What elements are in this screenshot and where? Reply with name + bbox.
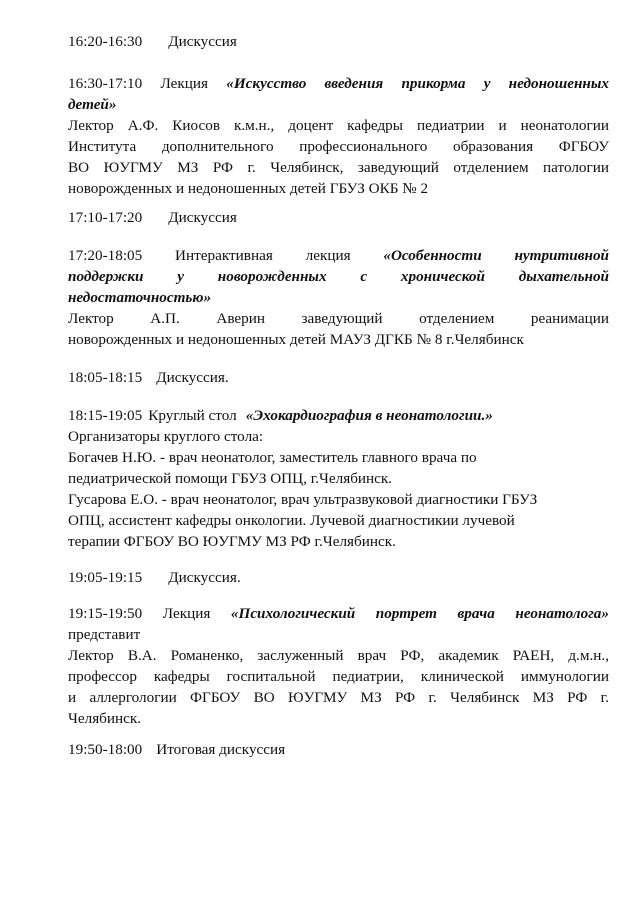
lecture-2-body-line: новорожденных и недоношенных детей МАУЗ ДГКБ № 8 г.Челябинск	[68, 331, 524, 348]
round-table-body-line: Гусарова Е.О. - врач неонатолог, врач ультразвуковой диагностики ГБУЗ	[68, 491, 538, 508]
discussion-1	[68, 31, 237, 53]
round-table-body-line: Богачев Н.Ю. - врач неонатолог, заместитель главного врача по	[68, 449, 477, 466]
lecture-3-body-line: и аллергологии ФГБОУ ВО ЮУГМУ МЗ РФ г. Челябинск МЗ РФ г.	[68, 689, 609, 706]
lecture-1-body-line: новорожденных и недоношенных детей ГБУЗ ОКБ № 2	[68, 180, 429, 197]
lecture-3-body-line: Челябинск.	[68, 710, 142, 727]
lecture-title: «Особенности нутритивной	[383, 247, 609, 264]
lecture-2-body-line: Лектор А.П. Аверин заведующий отделением реанимации	[68, 310, 609, 327]
round-table-body-line: Организаторы круглого стола:	[68, 428, 264, 445]
lecture-2-heading	[68, 245, 609, 267]
round-table-body-line: терапии ФГБОУ ВО ЮУГМУ МЗ РФ г.Челябинск.	[68, 533, 396, 550]
session-kind: Лекция	[160, 75, 209, 92]
lecture-3-body-line: представит	[68, 626, 141, 643]
session-kind: Лекция	[162, 605, 211, 622]
lecture-1-body-line: ВО ЮУГМУ МЗ РФ г. Челябинск, заведующий отделением патологии	[68, 159, 609, 176]
lecture-1-heading	[68, 73, 609, 95]
final-discussion	[68, 739, 285, 761]
time: 19:50-18:00	[68, 741, 143, 758]
round-table-title: «Эхокардиография в неонатологии.»	[245, 407, 493, 424]
time: 19:05-19:15	[68, 569, 143, 586]
session-label: Дискуссия.	[156, 369, 229, 386]
lecture-title-cont: детей»	[68, 96, 117, 113]
session-label: Дискуссия	[168, 209, 237, 226]
lecture-1-body-line: Института дополнительного профессионального образования ФГБОУ	[68, 138, 609, 155]
round-table-body-line: ОПЦ, ассистент кафедры онкологии. Лучевой диагностикии лучевой	[68, 512, 515, 529]
lecture-3-heading	[68, 603, 609, 625]
session-kind: Круглый стол	[148, 407, 237, 424]
lecture-title-cont: недостаточностью»	[68, 289, 212, 306]
lecture-title-cont: поддержки у новорожденных с хронической дыхательной	[68, 268, 609, 285]
session-label: Итоговая дискуссия	[156, 741, 286, 758]
discussion-4	[68, 567, 241, 589]
discussion-3	[68, 367, 229, 389]
round-table-body-line: педиатрической помощи ГБУЗ ОПЦ, г.Челябинск.	[68, 470, 393, 487]
time: 17:10-17:20	[68, 209, 143, 226]
discussion-2	[68, 207, 237, 229]
session-label: Дискуссия	[168, 33, 237, 50]
time: 19:15-19:50	[68, 605, 143, 622]
time: 17:20-18:05	[68, 247, 143, 264]
lecture-title: «Психологический портрет врача неонатолога»	[230, 605, 609, 622]
time: 18:05-18:15	[68, 369, 143, 386]
session-label: Дискуссия.	[168, 569, 241, 586]
lecture-3-body-line: Лектор В.А. Романенко, заслуженный врач РФ, академик РАЕН, д.м.н.,	[68, 647, 609, 664]
session-kind: Интерактивная лекция	[175, 247, 351, 264]
round-table-heading	[68, 405, 493, 427]
lecture-3-body-line: профессор кафедры госпитальной педиатрии, клинической иммунологии	[68, 668, 609, 685]
lecture-1-body-line: Лектор А.Ф. Киосов к.м.н., доцент кафедры педиатрии и неонатологии	[68, 117, 609, 134]
time: 16:30-17:10	[68, 75, 143, 92]
lecture-title: «Искусство введения прикорма у недоношенных	[226, 75, 609, 92]
time: 18:15-19:05	[68, 407, 143, 424]
time: 16:20-16:30	[68, 33, 143, 50]
